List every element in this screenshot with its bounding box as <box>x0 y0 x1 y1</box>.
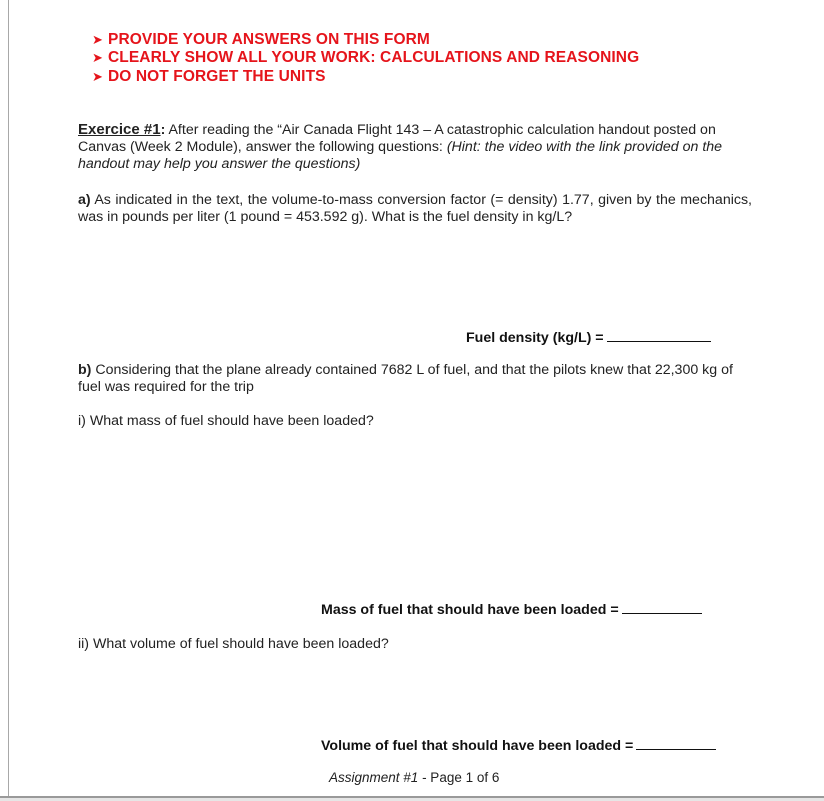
question-b <box>78 362 752 396</box>
instruction-1 <box>92 31 430 49</box>
answer-mass-label: Mass of fuel that should have been loaded = <box>321 602 619 618</box>
instruction-text: DO NOT FORGET THE UNITS <box>108 68 326 85</box>
fuel-density-answer-blank[interactable] <box>607 329 711 342</box>
footer-assignment: Assignment #1 <box>329 770 419 785</box>
arrow-bullet-icon: ➤ <box>92 32 103 47</box>
exercise-intro: Exercice #1: After reading the “Air Canada Flight 143 – A catastrophic calculation handout posted on Canvas (Week 2 Module), answer the following questions: (Hint: the video with the link provided on the handout may help you answer the questions) <box>78 121 723 172</box>
answer-volume <box>321 737 716 754</box>
exercise-intro-text: After reading the “Air Canada Flight 143 – A catastrophic calculation handout posted on Canvas (Week 2 Module), answer the following questions: <box>78 122 716 155</box>
question-a-text: As indicated in the text, the volume-to-mass conversion factor (= density) 1.77, given by the mechanics, was in pounds per liter (1 pound = 453.592 g). What is the fuel density in kg/L? <box>78 192 752 225</box>
instruction-3 <box>92 68 326 86</box>
volume-answer-blank[interactable] <box>636 737 716 750</box>
question-b-i: i) What mass of fuel should have been loaded? <box>78 413 374 429</box>
footer-page: - Page 1 of 6 <box>418 770 500 785</box>
question-a <box>78 192 752 226</box>
instruction-2 <box>92 49 640 67</box>
page-footer <box>329 770 499 785</box>
question-b-label: b) <box>78 362 92 378</box>
answer-volume-label: Volume of fuel that should have been loaded = <box>321 738 634 754</box>
mass-answer-blank[interactable] <box>622 601 702 614</box>
answer-mass <box>321 601 702 618</box>
question-a-label: a) <box>78 192 91 208</box>
exercise-title: Exercice #1 <box>78 121 161 138</box>
exercise-hint: (Hint: the video with the link provided on the handout may help you answer the questions) <box>78 139 723 172</box>
question-b-ii: ii) What volume of fuel should have been loaded? <box>78 636 389 652</box>
instruction-text: PROVIDE YOUR ANSWERS ON THIS FORM <box>108 31 430 48</box>
answer-fuel-density-label: Fuel density (kg/L) = <box>466 330 604 346</box>
instruction-text: CLEARLY SHOW ALL YOUR WORK: CALCULATIONS AND REASONING <box>108 49 640 66</box>
arrow-bullet-icon: ➤ <box>92 50 103 65</box>
question-b-text: Considering that the plane already contained 7682 L of fuel, and that the pilots knew that 22,300 kg of fuel was required for the trip <box>78 362 733 395</box>
answer-fuel-density <box>466 329 711 346</box>
arrow-bullet-icon: ➤ <box>92 69 103 84</box>
page-left-edge <box>8 0 9 801</box>
